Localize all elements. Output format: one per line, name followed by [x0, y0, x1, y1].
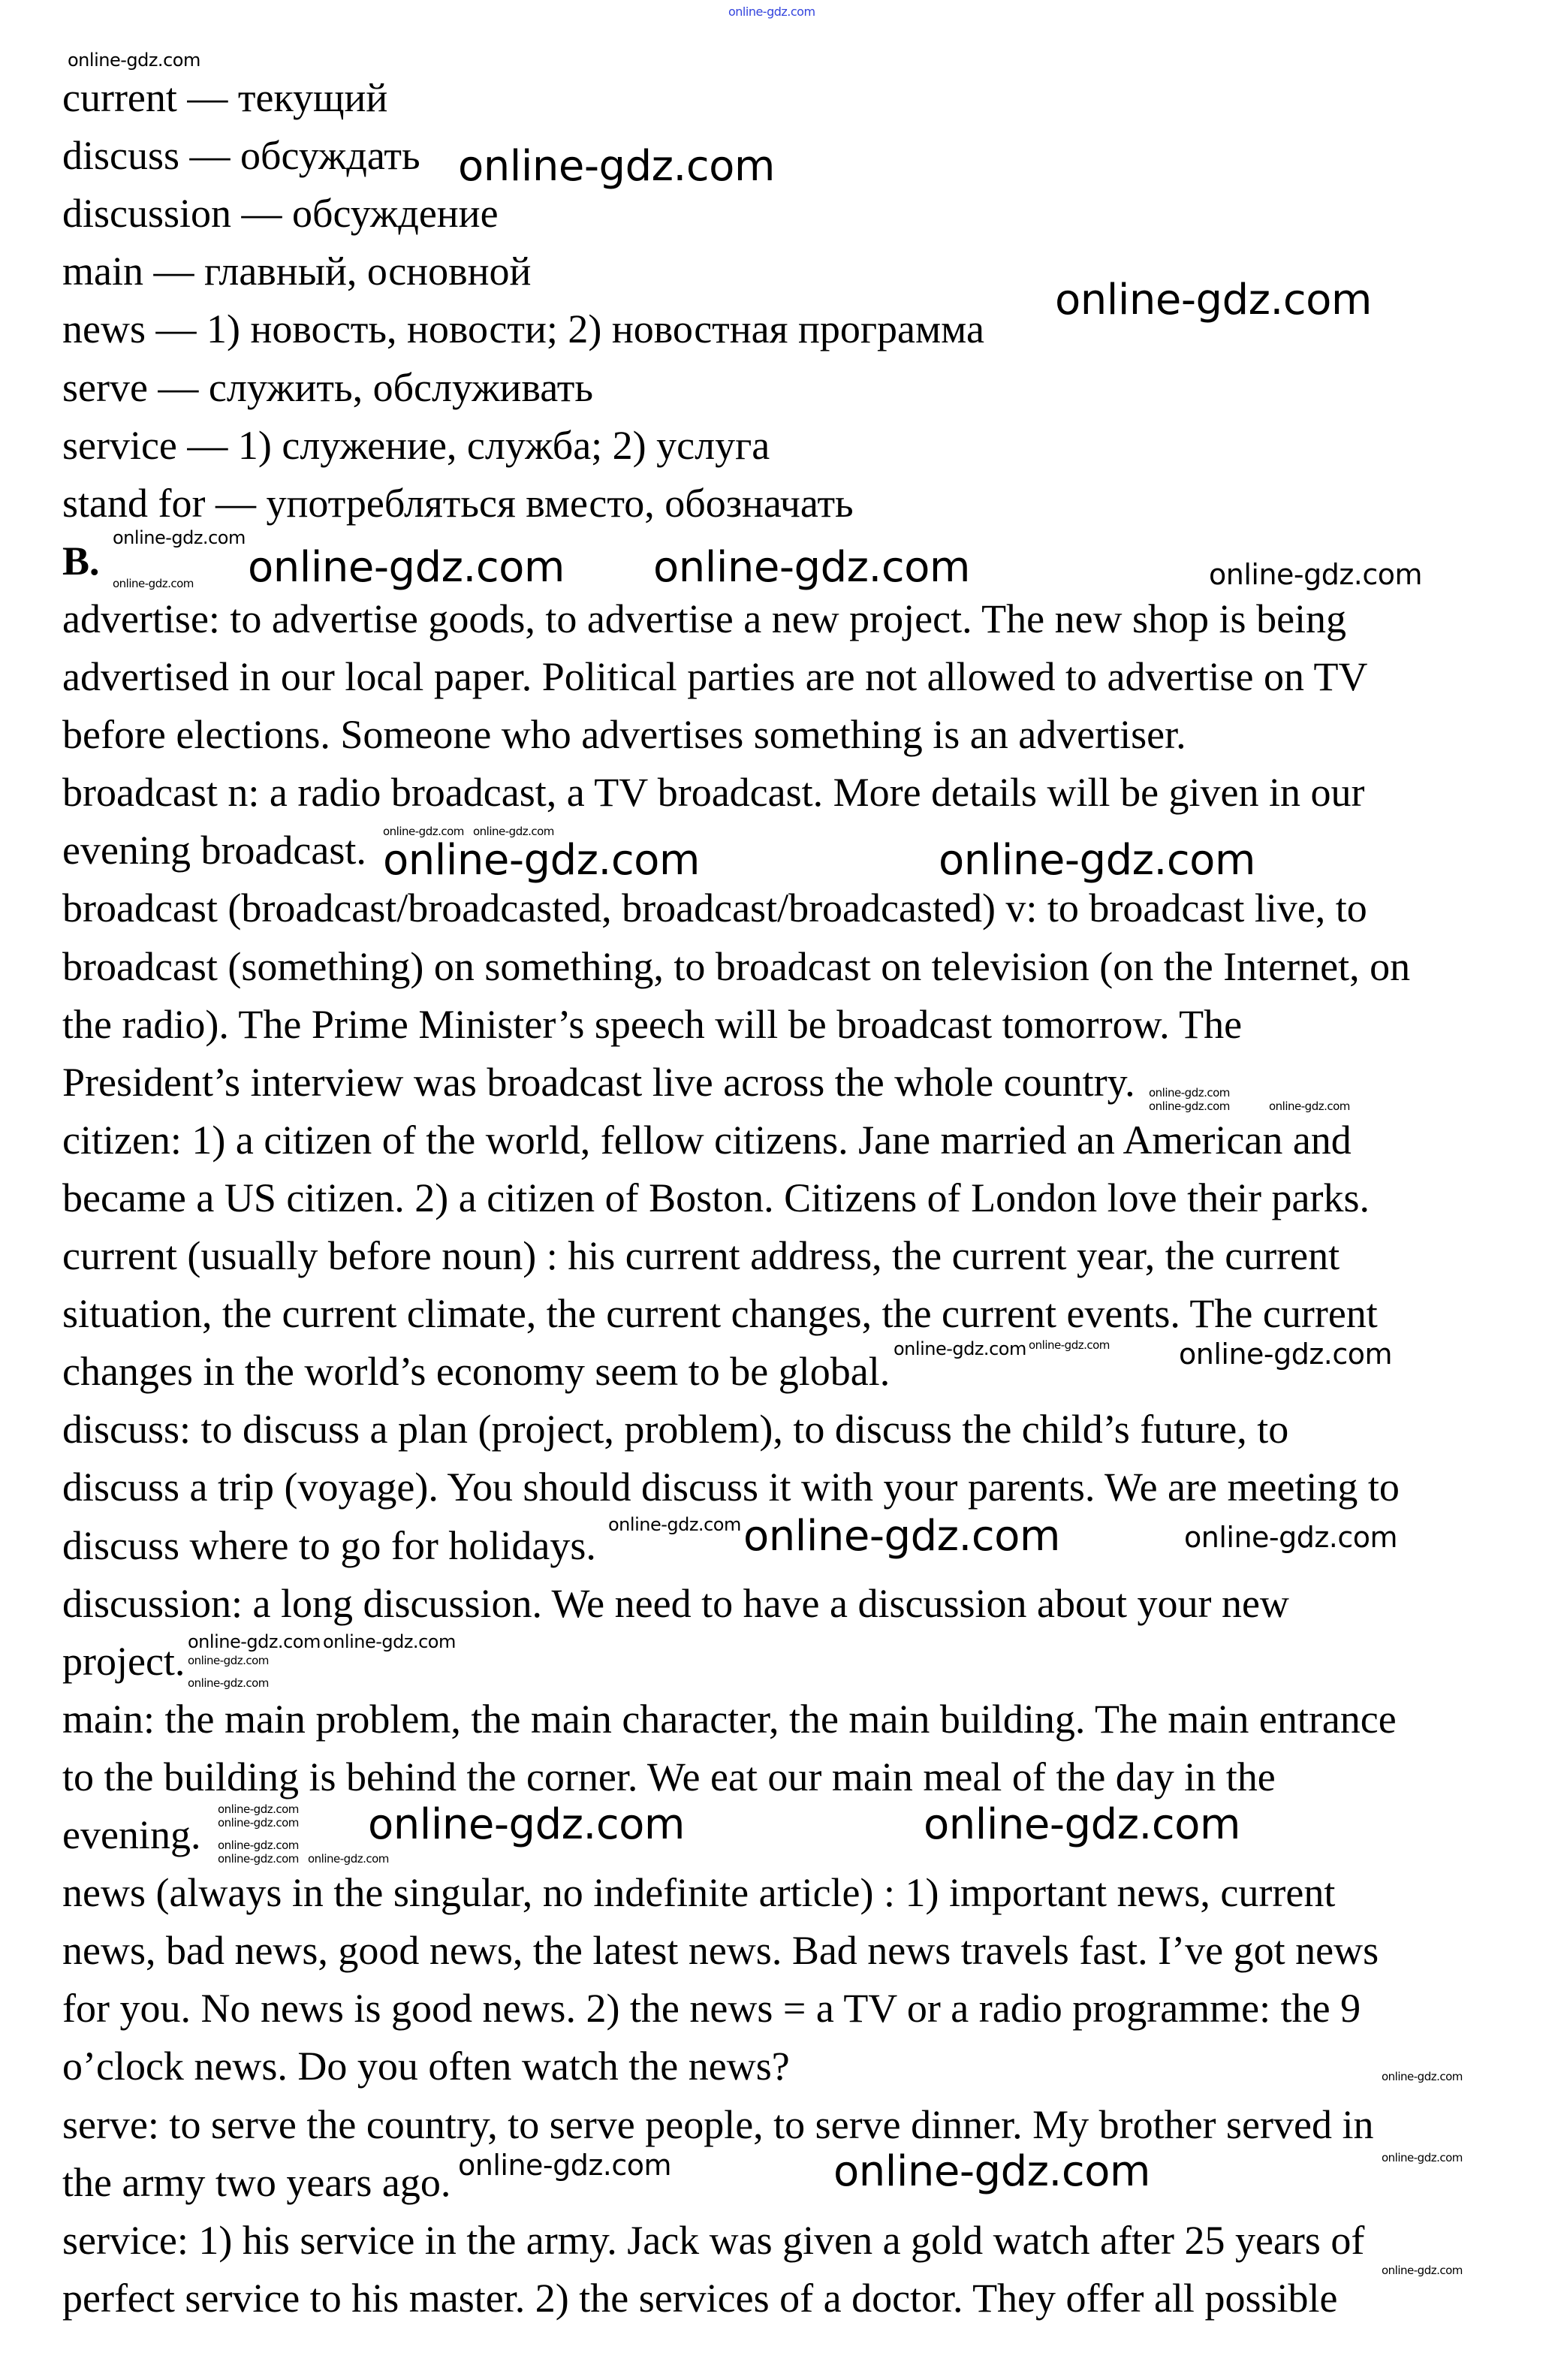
text-line: discuss where to go for holidays.: [62, 1522, 596, 1568]
text-line: situation, the current climate, the current changes, the current events. The current: [62, 1291, 1378, 1337]
watermark: online-gdz.com: [383, 836, 700, 885]
watermark: online-gdz.com: [608, 1514, 741, 1535]
watermark: online-gdz.com: [1269, 1100, 1350, 1113]
text-line: for you. No news is good news. 2) the news = a TV or a radio programme: the 9: [62, 1986, 1361, 2032]
text-line: discuss a trip (voyage). You should discuss it with your parents. We are meeting to: [62, 1464, 1400, 1510]
text-line: discuss: to discuss a plan (project, problem), to discuss the child’s future, to: [62, 1407, 1289, 1452]
text-line: became a US citizen. 2) a citizen of Boston. Citizens of London love their parks.: [62, 1175, 1370, 1220]
watermark: online-gdz.com: [1029, 1338, 1110, 1352]
text-line: the radio). The Prime Minister’s speech will be broadcast tomorrow. The: [62, 1001, 1243, 1047]
watermark: online-gdz.com: [743, 1512, 1060, 1561]
text-line: before elections. Someone who advertises something is an advertiser.: [62, 712, 1186, 758]
watermark: online-gdz.com: [218, 1816, 299, 1829]
text-line: o’clock news. Do you often watch the news?: [62, 2044, 790, 2089]
vocabulary-entry: discuss — обсуждать: [62, 133, 420, 179]
watermark: online-gdz.com: [473, 825, 554, 838]
text-line: broadcast (something) on something, to broadcast on television (on the Internet, on: [62, 943, 1411, 989]
watermark: online-gdz.com: [458, 142, 775, 191]
watermark: online-gdz.com: [1382, 2151, 1463, 2164]
watermark: online-gdz.com: [728, 5, 815, 19]
text-line: project.: [62, 1638, 185, 1684]
watermark: online-gdz.com: [68, 50, 200, 71]
watermark: online-gdz.com: [833, 2147, 1150, 2196]
watermark: online-gdz.com: [894, 1338, 1026, 1359]
watermark: online-gdz.com: [1184, 1521, 1398, 1554]
watermark: online-gdz.com: [383, 825, 464, 838]
watermark: online-gdz.com: [218, 1802, 299, 1816]
text-line: President’s interview was broadcast live across the whole country.: [62, 1059, 1135, 1105]
watermark: online-gdz.com: [458, 2149, 672, 2182]
watermark: online-gdz.com: [1209, 558, 1423, 591]
vocabulary-entry: service — 1) служение, служба; 2) услуга: [62, 422, 770, 468]
watermark: online-gdz.com: [939, 836, 1255, 885]
text-line: evening broadcast.: [62, 828, 366, 873]
vocabulary-entry: current — текущий: [62, 75, 388, 120]
watermark: online-gdz.com: [1382, 2070, 1463, 2083]
text-line: citizen: 1) a citizen of the world, fellow citizens. Jane married an American and: [62, 1117, 1352, 1163]
watermark: online-gdz.com: [188, 1654, 269, 1667]
watermark: online-gdz.com: [248, 543, 565, 592]
watermark: online-gdz.com: [323, 1631, 456, 1652]
text-line: evening.: [62, 1812, 201, 1857]
vocabulary-entry: serve — служить, обслуживать: [62, 364, 594, 410]
watermark: online-gdz.com: [218, 1839, 299, 1852]
watermark: online-gdz.com: [1179, 1338, 1393, 1371]
text-line: broadcast (broadcast/broadcasted, broadcast/broadcasted) v: to broadcast live, to: [62, 885, 1367, 931]
text-line: serve: to serve the country, to serve people, to serve dinner. My brother served in: [62, 2101, 1374, 2147]
watermark: online-gdz.com: [653, 543, 970, 592]
text-line: the army two years ago.: [62, 2159, 451, 2205]
text-line: changes in the world’s economy seem to be global.: [62, 1349, 891, 1395]
text-line: main: the main problem, the main character, the main building. The main entrance: [62, 1696, 1397, 1742]
text-line: discussion: a long discussion. We need to have a discussion about your new: [62, 1580, 1289, 1626]
vocabulary-entry: stand for — употребляться вместо, обозначать: [62, 480, 854, 526]
watermark: online-gdz.com: [1382, 2264, 1463, 2277]
watermark: online-gdz.com: [1149, 1086, 1230, 1100]
text-line: perfect service to his master. 2) the services of a doctor. They offer all possible: [62, 2275, 1338, 2321]
watermark: online-gdz.com: [218, 1852, 299, 1866]
text-line: advertise: to advertise goods, to advertise a new project. The new shop is being: [62, 596, 1347, 641]
text-line: news, bad news, good news, the latest news. Bad news travels fast. I’ve got news: [62, 1928, 1379, 1974]
text-line: broadcast n: a radio broadcast, a TV broadcast. More details will be given in our: [62, 770, 1365, 816]
vocabulary-entry: discussion — обсуждение: [62, 191, 499, 237]
section-label: B.: [62, 538, 100, 584]
text-line: to the building is behind the corner. We eat our main meal of the day in the: [62, 1754, 1276, 1799]
text-line: news (always in the singular, no indefinite article) : 1) important news, current: [62, 1870, 1336, 1916]
text-line: advertised in our local paper. Political parties are not allowed to advertise on TV: [62, 654, 1368, 699]
vocabulary-entry: news — 1) новость, новости; 2) новостная программа: [62, 306, 984, 352]
watermark: online-gdz.com: [368, 1800, 685, 1849]
watermark: online-gdz.com: [113, 527, 246, 548]
watermark: online-gdz.com: [113, 577, 194, 590]
watermark: online-gdz.com: [188, 1676, 269, 1690]
watermark: online-gdz.com: [924, 1800, 1240, 1849]
watermark: online-gdz.com: [308, 1852, 389, 1866]
text-line: current (usually before noun) : his current address, the current year, the current: [62, 1233, 1340, 1278]
watermark: online-gdz.com: [1055, 276, 1372, 324]
vocabulary-entry: main — главный, основной: [62, 249, 532, 294]
watermark: online-gdz.com: [1149, 1100, 1230, 1113]
text-line: service: 1) his service in the army. Jack was given a gold watch after 25 years of: [62, 2217, 1365, 2263]
watermark: online-gdz.com: [188, 1631, 321, 1652]
